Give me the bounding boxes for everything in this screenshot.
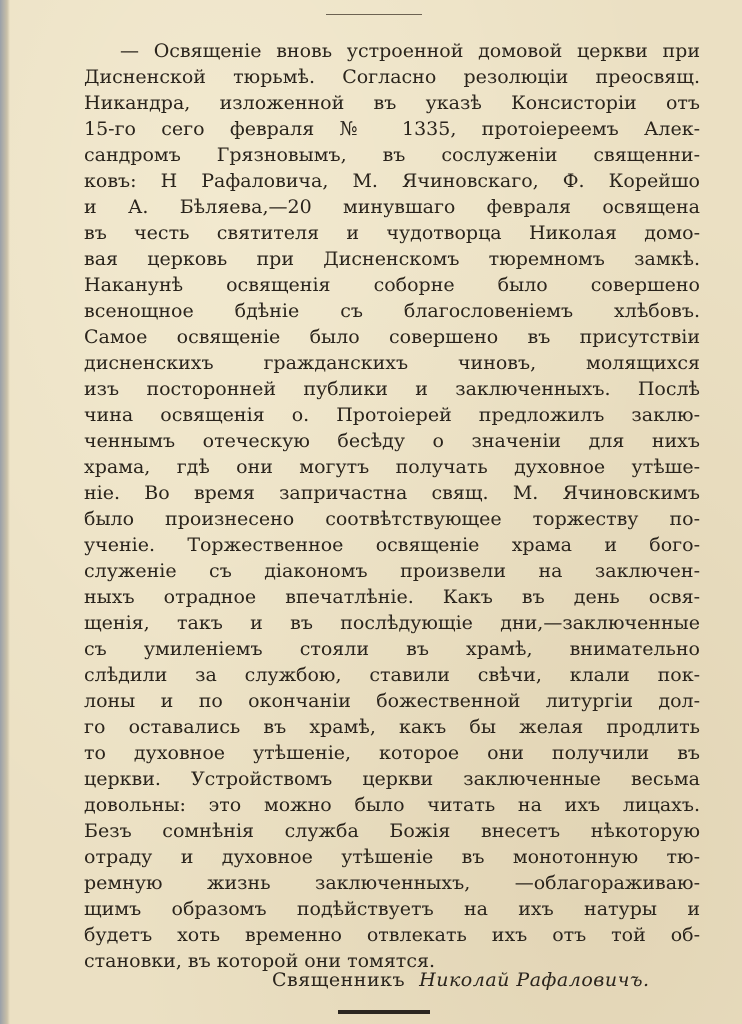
article-line-1: — Освященіе вновь устроенной домовой церкви при bbox=[120, 40, 700, 62]
article-line-5: сандромъ Грязновымъ, въ сослуженіи священни- bbox=[84, 144, 700, 166]
article-line-3: Никандра, изложенной въ указѣ Консисторіи отъ bbox=[84, 92, 700, 114]
author-signature bbox=[272, 966, 712, 994]
article-line-19: было произнесено соотвѣтствующее торжеству по- bbox=[84, 508, 700, 530]
article-line-6: ковъ: Н Рафаловича, М. Ячиновскаго, Ф. Корейшо bbox=[84, 170, 700, 192]
article-line-29: церкви. Устройствомъ церкви заключенные весьма bbox=[84, 768, 700, 790]
article-line-7: и А. Бѣляева,—20 минувшаго февраля освящена bbox=[84, 196, 700, 218]
article-line-22: ныхъ отрадное впечатлѣніе. Какъ въ день освя- bbox=[84, 586, 700, 608]
article-line-17: храма, гдѣ они могутъ получать духовное утѣше- bbox=[84, 456, 700, 478]
scan-edge bbox=[0, 0, 10, 1024]
article-line-13: дисненскихъ гражданскихъ чиновъ, молящихся bbox=[84, 352, 700, 374]
article-line-20: ученіе. Торжественное освященіе храма и бого- bbox=[84, 534, 700, 556]
article-line-23: щенія, такъ и въ послѣдующіе дни,—заключенные bbox=[84, 612, 700, 634]
article-line-28: то духовное утѣшеніе, которое они получили въ bbox=[84, 742, 700, 764]
article-line-34: щимъ образомъ подѣйствуетъ на ихъ натуры и bbox=[84, 898, 700, 920]
article-line-25: слѣдили за службою, ставили свѣчи, клали пок- bbox=[84, 664, 700, 686]
top-divider bbox=[326, 14, 422, 15]
article-line-36: становки, въ которой они томятся. bbox=[84, 950, 435, 972]
article-body bbox=[84, 38, 700, 974]
article-line-32: отраду и духовное утѣшеніе въ монотонную тю- bbox=[84, 846, 700, 868]
article-line-10: Наканунѣ освященія соборне было совершено bbox=[84, 274, 700, 296]
article-line-14: изъ посторонней публики и заключенныхъ. Послѣ bbox=[84, 378, 700, 400]
signature-name: Николай Рафаловичъ. bbox=[419, 969, 650, 991]
signature-role: Священникъ bbox=[272, 969, 406, 991]
article-line-2: Дисненской тюрьмѣ. Согласно резолюціи преосвящ. bbox=[84, 66, 700, 88]
article-line-15: чина освященія о. Протоіерей предложилъ заклю- bbox=[84, 404, 700, 426]
article-line-27: го оставались въ храмѣ, какъ бы желая продлить bbox=[84, 716, 700, 738]
article-line-12: Самое освященіе было совершено въ присутствіи bbox=[84, 326, 700, 348]
article-line-26: лоны и по окончаніи божественной литургіи дол- bbox=[84, 690, 700, 712]
article-line-9: вая церковь при Дисненскомъ тюремномъ замкѣ. bbox=[84, 248, 700, 270]
article-line-11: всенощное бдѣніе съ благословеніемъ хлѣбовъ. bbox=[84, 300, 700, 322]
article-line-16: ченнымъ отеческую бесѣду о значеніи для нихъ bbox=[84, 430, 700, 452]
article-line-21: служеніе съ діакономъ произвели на заключен- bbox=[84, 560, 700, 582]
article-line-35: будетъ хоть временно отвлекать ихъ отъ той об- bbox=[84, 924, 700, 946]
bottom-divider bbox=[338, 1010, 430, 1014]
article-line-33: ремную жизнь заключенныхъ, —облагораживаю- bbox=[84, 872, 700, 894]
article-line-8: въ честь святителя и чудотворца Николая домо- bbox=[84, 222, 700, 244]
article-line-4: 15-го сего февраля № 1335, протоіереемъ Алек- bbox=[84, 118, 700, 140]
article-line-18: ніе. Во время запричастна свящ. М. Ячиновскимъ bbox=[84, 482, 700, 504]
article-line-30: довольны: это можно было читать на ихъ лицахъ. bbox=[84, 794, 700, 816]
article-line-24: съ умиленіемъ стояли въ храмѣ, внимательно bbox=[84, 638, 700, 660]
article-line-31: Безъ сомнѣнія служба Божія внесетъ нѣкоторую bbox=[84, 820, 700, 842]
